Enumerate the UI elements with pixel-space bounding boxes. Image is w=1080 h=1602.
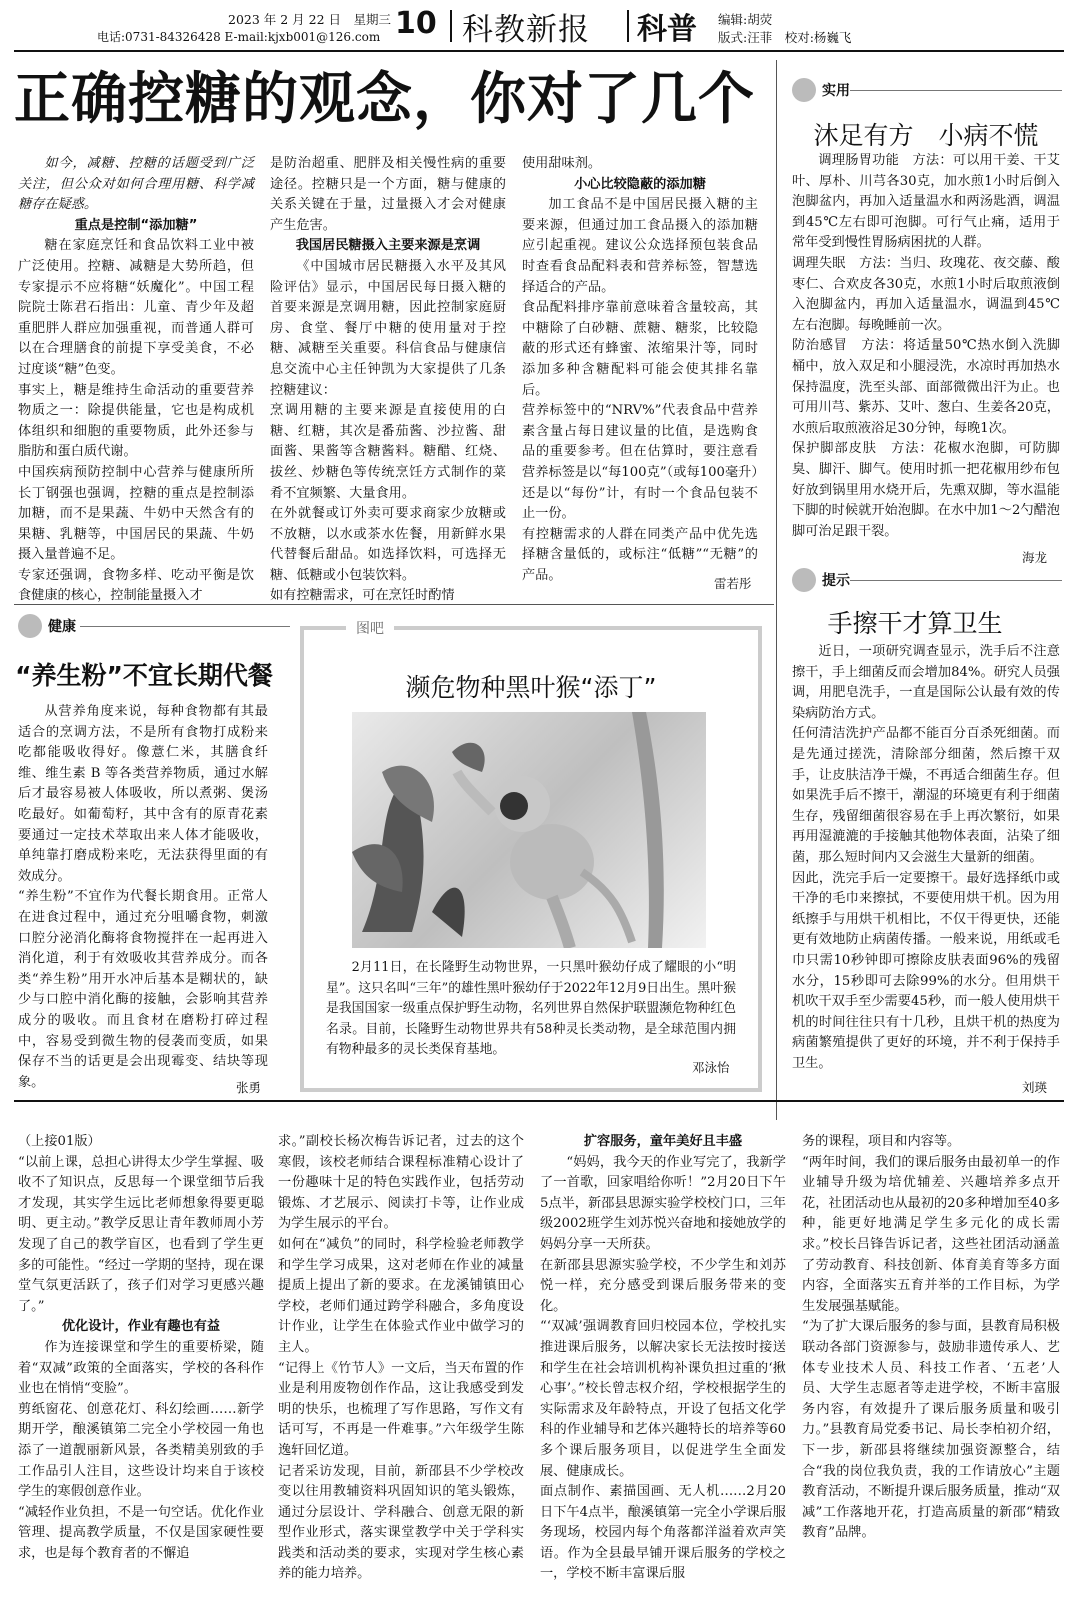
cont-col-4: 务的课程，项目和内容等。 “两年时间，我们的课后服务由最初单一的作业辅导升级为培优辅差、兴趣培养多点开花，社团活动也从最初的20多种增加至40多种，能更好地满足学生多元化的成长需求。”校长吕锋告诉记者，这些社团活动涵盖了劳动教育、科技创新、体育美育等多方面内容，全面落实五育并举的工作目标，为学生发展强基赋能。 “为了扩大课后服务的参与面，县教育局积极联动各部门资源参与，鼓励非遗传承人、艺体专业技术人员、科技工作者、‘五老’人员、大学生志愿者等走进学校，不断丰富服务内容，有效提升了课后服务质量和吸引力。”县教育局党委书记、局长李柏初介绍，下一步，新邵县将继续加强资源整合，结合“我的岗位我负责，我的工作请放心”主题教育活动，不断提升课后服务质量，推动“双减”工作落地开花，打造高质量的新邵“精致教育”品牌。 (802, 1134, 1060, 1541)
main-subhead-3: 小心比较隐蔽的添加糖 (574, 176, 706, 192)
contact-info: 电话:0731-84326428 E-mail:kjxb001@126.com (97, 30, 381, 44)
photo-author: 邓泳怡 (692, 1060, 730, 1075)
photo-caption: 2月11日，在长隆野生动物世界，一只黑叶猴幼仔成了耀眼的小“明星”。这只名叫“三年”的雄性黑叶猴幼仔于2022年12月9日出生。黑叶猴是我国国家一级重点保护野生动物，名列世界自然保护联盟濒危物种红色名录。目前，长隆野生动物世界共有58种灵长类动物，是全球范围内拥有物种最多的灵长类保育基地。 (326, 960, 736, 1058)
editor: 编辑:胡荧 (718, 12, 773, 27)
main-lead: 如今，减糖、控糖的话题受到广泛关注，但公众对如何合理用糖、科学减糖存在疑惑。 (18, 156, 254, 213)
main-col3a-body: 使用甜味剂。 (522, 156, 602, 171)
section-dot-icon (792, 78, 816, 102)
practical-author: 海龙 (1022, 550, 1048, 565)
monkey-illustration (352, 712, 706, 948)
monkey-photo (352, 712, 706, 948)
main-col1-body: 糖在家庭烹饪和食品饮料工业中被广泛使用。控糖、减糖是大势所趋，但专家提示不应将糖“妖魔化”。中国工程院院士陈君石指出：儿童、青少年及超重肥胖人群应加强重视，而普通人群可以在合理膳食的前提下享受美食，不必过度谈“糖”色变。 事实上，糖是维持生命活动的重要营养物质之一：除提供能量，它也是构成机体组织和细胞的重要物质，此外还参与脂肪和蛋白质代谢。 中国疾病预防控制中心营养与健康所所长丁钢强也强调，控糖的重点是控制添加糖，而不是果蔬、牛奶中天然含有的果糖、乳糖等，中国居民的果蔬、牛奶摄入量普遍不足。 专家还强调，食物多样、吃动平衡是饮食健康的核心，控制能量摄入才 (18, 238, 254, 604)
section-dot-icon (792, 568, 816, 592)
paper-name: 科教新报 (462, 12, 590, 48)
practical-title: 沐足有方 小病不慌 (813, 121, 1039, 150)
cont-col1a-body: （上接01版） “以前上课，总担心讲得太少学生掌握、吸收不了知识点，反思每一个课堂细节后我才发现，其实学生远比老师想象得要更聪明、更主动。”教学反思让青年教师周小芳发现了自己的教学盲区，也看到了学生更多的可能性。“经过一学期的坚持，现在课堂气氛更活跃了，孩子们对学习更感兴趣了。” (18, 1134, 264, 1314)
page-number: 10 (395, 6, 437, 41)
main-subhead-2: 我国居民糖摄入主要来源是烹调 (295, 238, 481, 254)
health-tag: 健康 (18, 614, 76, 638)
main-col-2 (270, 154, 506, 607)
cont-subhead-1: 优化设计，作业有趣也有益 (61, 1319, 221, 1335)
section-dot-icon (18, 614, 42, 638)
cont-col-1 (18, 1132, 264, 1564)
cont-col-3 (540, 1132, 786, 1585)
layout-proof: 版式:汪菲 校对:杨巍飞 (718, 30, 852, 45)
main-col3b-body: 加工食品不是中国居民摄入糖的主要来源，但通过加工食品摄入的添加糖应引起重视。建议公众选择预包装食品时查看食品配料表和营养标签，智慧选择适合的产品。 食品配料排序靠前意味着含量较高，其中糖除了白砂糖、蔗糖、糖浆，比较隐蔽的形式还有蜂蜜、浓缩果汁等，同时添加多种含糖配料可能会使其排名靠后。 营养标签中的“NRV%”代表食品中营养素含量占每日建议量的比值，是选购食品的重要参考。但在估算时，要注意看营养标签是以“每100克”（或每100毫升）还是以“每份”计，有时一个食品包装不止一份。 有控糖需求的人群在同类产品中优先选择糖含量低的，或标注“低糖”“无糖”的产品。 (522, 197, 758, 583)
main-col2a-body: 是防治超重、肥胖及相关慢性病的重要途径。控糖只是一个方面，糖与健康的关系关键在于量，过量摄入才会对健康产生危害。 (270, 156, 506, 233)
main-headline: 正确控糖的观念，你对了几个 (14, 67, 755, 132)
section-name: 科普 (637, 12, 697, 47)
issue-date: 2023 年 2 月 22 日 星期三 (228, 12, 392, 27)
main-author: 雷若彤 (714, 576, 752, 591)
tip-title: 手擦干才算卫生 (827, 609, 1003, 638)
tip-body: 近日，一项研究调查显示，洗手后不注意擦干，手上细菌反而会增加84%。研究人员强调，用肥皂洗手，一直是国际公认最有效的传染病防治方式。 任何清洁洗护产品都不能百分百杀死细菌。而是先通过搓洗，清除部分细菌，然后擦干双手，让皮肤洁净干燥，不再适合细菌生存。但如果洗手后不擦干，潮湿的环境更有利于细菌生存，残留细菌很容易在手上再次繁衍，如果再用湿漉漉的手接触其他物体表面，沾染了细菌，那么短时间内又会滋生大量新的细菌。 因此，洗完手后一定要擦干。最好选择纸巾或干净的毛巾来擦拭，不要使用烘干机。因为用纸擦手与用烘干机相比，不仅干得更快，还能更有效地防止病菌传播。一般来说，用纸或毛巾只需10秒钟即可擦除皮肤表面96%的残留水分，15秒即可去除99%的水分。但用烘干机吹干双手至少需要45秒，而一般人使用烘干机的时间往往只有十几秒，且烘干机的热度为病菌繁殖提供了更好的环境，并不利于保持手卫生。 (792, 644, 1060, 1071)
main-col-1 (18, 154, 254, 607)
practical-tag: 实用 (792, 78, 850, 102)
main-col2b-body: 《中国城市居民糖摄入水平及其风险评估》显示，中国居民每日摄入糖的首要来源是烹调用糖，因此控制家庭厨房、食堂、餐厅中糖的使用量对于控糖、减糖至关重要。科信食品与健康信息交流中心主任钟凯为大家提供了几条控糖建议： 烹调用糖的主要来源是直接使用的白糖、红糖，其次是番茄酱、沙拉酱、甜面酱、果酱等含糖酱料。糖醋、红烧、拔丝、炒糖色等传统烹饪方式制作的菜肴不宜频繁、大量食用。 在外就餐或订外卖可要求商家少放糖或不放糖，以水或茶水佐餐，用新鲜水果代替餐后甜品。如选择饮料，可选择无糖、低糖或小包装饮料。 如有控糖需求，可在烹饪时酌情 (270, 258, 506, 604)
masthead (0, 0, 1080, 50)
practical-body: 调理肠胃功能 方法：可以用干姜、干艾叶、厚朴、川芎各30克，加水煎1小时后倒入泡脚盆内，再加入适量温水和两汤匙酒，调温到45℃左右即可泡脚。可行气止痛，适用于常年受到慢性胃肠病困扰的人群。 调理失眠 方法：当归、玫瑰花、夜交藤、酸枣仁、合欢皮各30克，水煎1小时后取煎液倒入泡脚盆内，再加入适量温水，调温到45℃左右泡脚。每晚睡前一次。 防治感冒 方法：将适量50℃热水倒入洗脚桶中，放入双足和小腿浸洗，水凉时再加热水保持温度，洗至头部、面部微微出汗为止。也可用川芎、紫苏、艾叶、葱白、生姜各20克，水煎后取煎液浴足30分钟，每晚1次。 保护脚部皮肤 方法：花椒水泡脚，可防脚臭、脚汗、脚气。使用时抓一把花椒用纱布包好放到锅里用水烧开后，先熏双脚，等水温能下脚的时候就开始泡脚。在水中加1～2勺醋泡脚可治足跟干裂。 (792, 153, 1060, 539)
tip-tag: 提示 (792, 568, 850, 592)
cont-col1b-body: 作为连接课堂和学生的重要桥梁，随着“双减”政策的全面落实，学校的各科作业也在悄悄“变脸”。 剪纸窗花、创意花灯、科幻绘画……新学期开学，酿溪镇第二完全小学校园一角也添了一道靓丽新风景，各类精美别致的手工作品引人注目，这些设计均来自于该校学生的寒假创意作业。 “减轻作业负担，不是一句空话。优化作业管理、提高教学质量，不仅是国家硬性要求，也是每个教育者的不懈追 (18, 1339, 264, 1561)
cont-col-2: 求。”副校长杨次梅告诉记者，过去的这个寒假，该校老师结合课程标准精心设计了一份趣味十足的特色实践作业，包括劳动锻炼、才艺展示、阅读打卡等，让作业成为学生展示的平台。 如何在“减负”的同时，科学检验老师教学和学生学习成果，这对老师在作业的减量提质上提出了新的要求。在龙溪铺镇田心学校，老师们通过跨学科融合，多角度设计作业，让学生在体验式作业中做学习的主人。 “记得上《竹节人》一文后，当天布置的作业是利用废物创作作品，这让我感受到发明的快乐，也梳理了写作思路，写作文有话可写，不再是一件难事。”六年级学生陈逸轩回忆道。 记者采访发现，目前，新邵县不少学校改变以往用教辅资料巩固知识的笔头锻炼，通过分层设计、学科融合、创意无限的新型作业形式，落实课堂教学中关于学科实践类和活动类的要求，实现对学生核心素养的能力培养。 (278, 1134, 524, 1582)
photo-title: 濒危物种黑叶猴“添丁” (405, 673, 657, 702)
tip-author: 刘瑛 (1022, 1080, 1048, 1095)
cont-subhead-3: 扩容服务，童年美好且丰盛 (583, 1134, 743, 1149)
main-subhead-1: 重点是控制“添加糖” (74, 217, 198, 233)
health-body: 从营养角度来说，每种食物都有其最适合的烹调方法，不是所有食物打成粉来吃都能吸收得好。像薏仁米，其膳食纤维、维生素 B 等各类营养物质，通过水解后才最容易被人体吸收，所以煮粥、煲汤吃最好。如葡萄籽，其中含有的原青花素要通过一定技术萃取出来人体才能吸收，单纯靠打磨成粉来吃，无法获得里面的有效成分。 “养生粉”不宜作为代餐长期食用。正常人在进食过程中，通过充分咀嚼食物，刺激口腔分泌消化酶将食物搅拌在一起再进入消化道，利于有效吸收其营养成分。而各类“养生粉”用开水冲后基本是糊状的，缺少与口腔中消化酶的接触，会影响其营养成分的吸收。而且食材在磨粉打碎过程中，容易受到微生物的侵袭而变质，如果保存不当的话更是会出现霉变、结块等现象。 (18, 704, 268, 1090)
photo-tag: 图吧 (346, 616, 394, 640)
main-col-3 (522, 154, 758, 586)
cont-col3-body: “妈妈，我今天的作业写完了，我新学了一首歌，回家唱给你听！”2月20日下午5点半，新邵县思源实验学校校门口，三年级2002班学生刘苏悦兴奋地和接她放学的妈妈分享一天所获。 在新邵县思源实验学校，不少学生和刘苏悦一样，充分感受到课后服务带来的变化。 “‘双减’强调教育回归校园本位，学校扎实推进课后服务，以解决家长无法按时接送和学生在社会培训机构补课负担过重的‘揪心事’。”校长曾志权介绍，学校根据学生的实际需求及年龄特点，开设了包括文化学科的作业辅导和艺体兴趣特长的培养等60多个课后服务项目，以促进学生全面发展、健康成长。 面点制作、素描国画、无人机……2月20日下午4点半，酿溪镇第一完全小学课后服务现场，校园内每个角落都洋溢着欢声笑语。作为全县最早铺开课后服务的学校之一，学校不断丰富课后服 (540, 1154, 786, 1582)
health-author: 张勇 (236, 1080, 262, 1095)
health-title: “养生粉”不宜长期代餐 (15, 661, 273, 690)
